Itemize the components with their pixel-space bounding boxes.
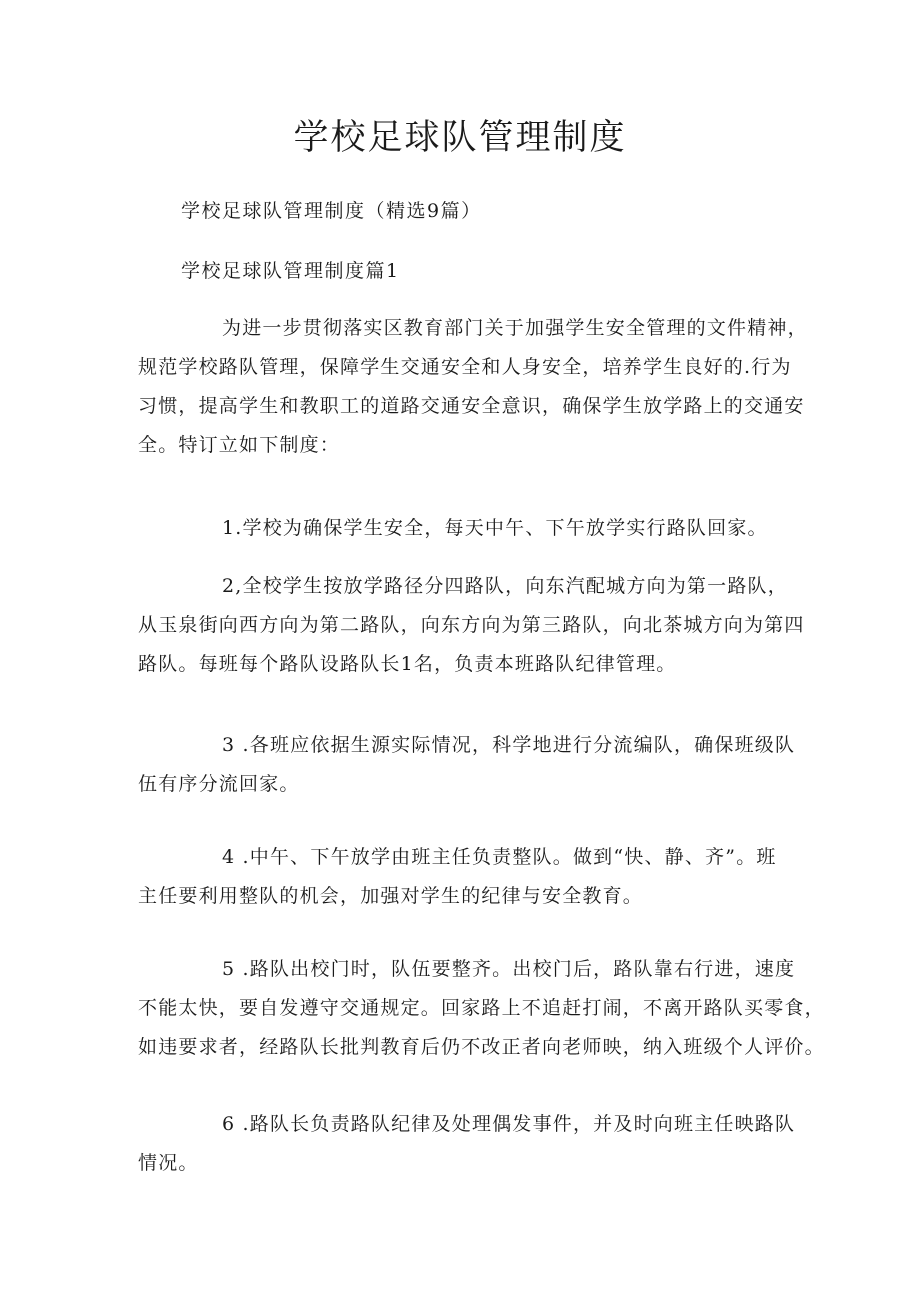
- paragraph-line: 习惯，提高学生和教职工的道路交通安全意识，确保学生放学路上的交通安: [138, 395, 805, 417]
- intro-paragraph: [138, 309, 808, 465]
- paragraph-line: 主任要利用整队的机会，加强对学生的纪律与安全教育。: [138, 885, 644, 907]
- rule-item-3: [138, 726, 798, 804]
- paragraph-line: 如违要求者，经路队长批判教育后仍不改正者向老师映，纳入班级个人评价。: [138, 1036, 825, 1058]
- paragraph-line: 6 .路队长负责路队纪律及处理偶发事件，并及时向班主任映路队: [222, 1113, 796, 1135]
- section-heading: 学校足球队管理制度篇1: [181, 260, 400, 282]
- paragraph-line: 伍有序分流回家。: [138, 773, 300, 795]
- paragraph-line: 不能太快，要自发遵守交通规定。回家路上不追赶打闹，不离开路队买零食，: [138, 997, 825, 1019]
- rule-item-6: [138, 1105, 798, 1183]
- rule-item-4: [138, 838, 798, 916]
- rule-item-1: [138, 509, 798, 548]
- paragraph-line: 4 .中午、下午放学由班主任负责整队。做到“快、静、齐”。班: [222, 846, 777, 868]
- rule-item-2: [138, 567, 805, 684]
- paragraph-line: 情况。: [138, 1152, 199, 1174]
- document-subtitle: 学校足球队管理制度（精选9篇）: [181, 200, 482, 222]
- paragraph-line: 5 .路队出校门时，队伍要整齐。出校门后，路队靠右行进，速度: [222, 958, 796, 980]
- paragraph-line: 从玉泉街向西方向为第二路队，向东方向为第三路队，向北茶城方向为第四: [138, 614, 805, 636]
- paragraph-line: 规范学校路队管理，保障学生交通安全和人身安全，培养学生良好的.行为: [138, 356, 792, 378]
- paragraph-line: 为进一步贯彻落实区教育部门关于加强学生安全管理的文件精神，: [222, 317, 808, 339]
- paragraph-line: 全。特订立如下制度：: [138, 434, 341, 456]
- paragraph-line: 3 .各班应依据生源实际情况，科学地进行分流编队，确保班级队: [222, 734, 796, 756]
- paragraph-line: 1.学校为确保学生安全，每天中午、下午放学实行路队回家。: [222, 517, 768, 539]
- paragraph-line: 路队。每班每个路队设路队长1名，负责本班路队纪律管理。: [138, 653, 677, 675]
- paragraph-line: 2,全校学生按放学路径分四路队，向东汽配城方向为第一路队，: [222, 575, 788, 597]
- document-title: 学校足球队管理制度: [293, 118, 627, 158]
- rule-item-5: [138, 950, 825, 1067]
